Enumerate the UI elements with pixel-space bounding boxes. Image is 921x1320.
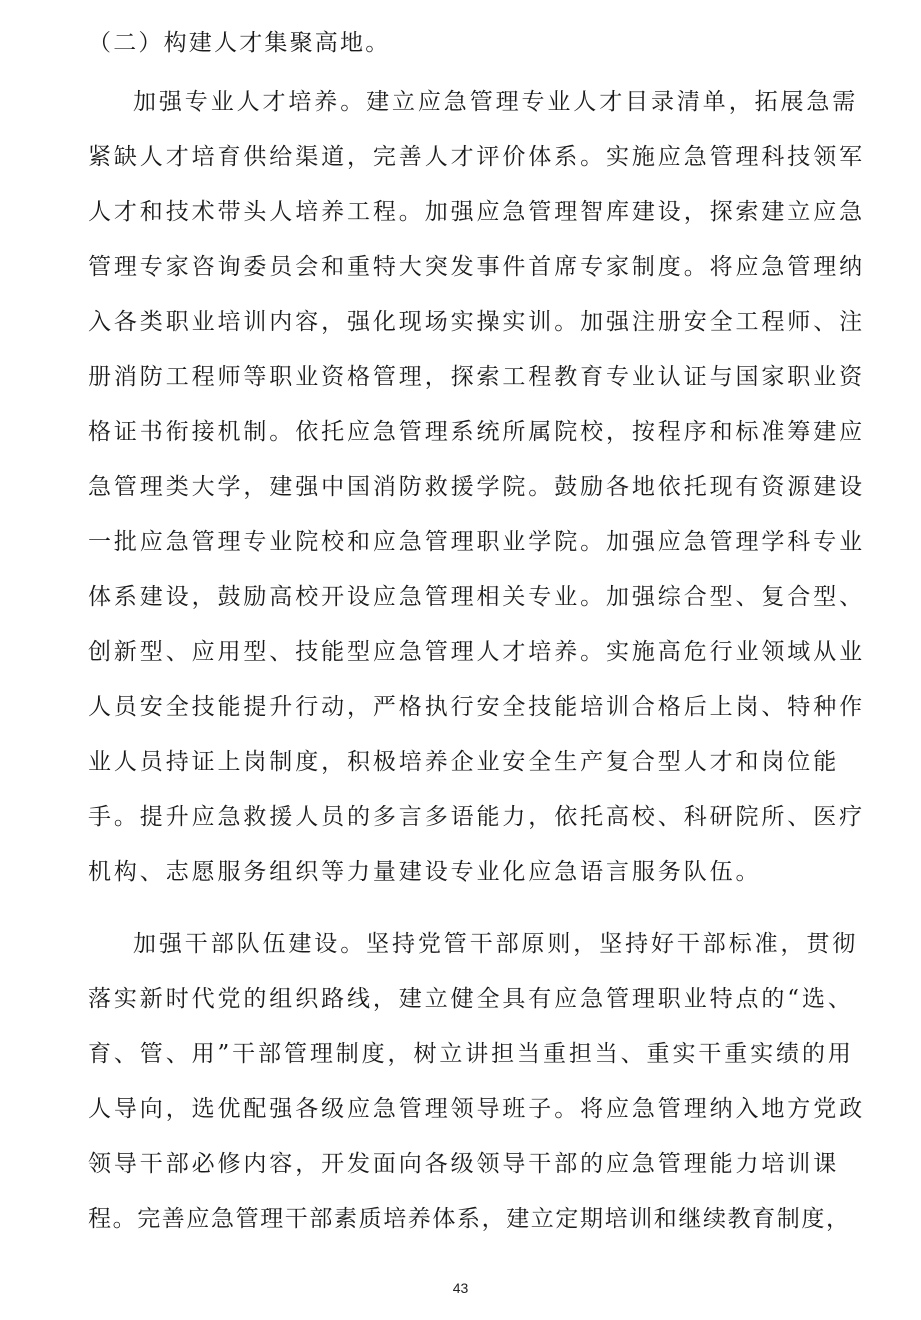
page-number: 43	[452, 1280, 469, 1296]
section-heading-text: （二）构建人才集聚高地。	[88, 30, 391, 56]
document-page: （二）构建人才集聚高地。 加强专业人才培养。建立应急管理专业人才目录清单，拓展急需 紧缺人才培育供给渠道，完善人才评价体系。实施应急管理科技领军 人才和技术带头人培养工程。加强应急管理智库建设，探索建立应急 管理专家咨询委员会和重特大突发事件首席专家制度。将应急管理纳 入各类职业培训内容，强化现场实操实训。加强注册安全工程师、注 册消防工程师等职业资格管理，探索工程教育专业认证与国家职业资 格证书衔接机制。依托应急管理系统所属院校，按程序和标准筹建应 急管理类大学，建强中国消防救援学院。鼓励各地依托现有资源建设 一批应急管理专业院校和应急管理职业学院。加强应急管理学科专业 体系建设，鼓励高校开设应急管理相关专业。加强综合型、复合型、 创新型、应用型、技能型应急管理人才培养。实施高危行业领域从业 人员安全技能提升行动，严格执行安全技能培训合格后上岗、特种作 业人员持证上岗制度，积极培养企业安全生产复合型人才和岗位能 手。提升应急救援人员的多言多语能力，依托高校、科研院所、医疗 机构、志愿服务组织等力量建设专业化应急语言服务队伍。 加强干部队伍建设。坚持党管干部原则，坚持好干部标准，贯彻 落实新时代党的组织路线，建立健全具有应急管理职业特点的“选、 育、管、用”干部管理制度，树立讲担当重担当、重实干重实绩的用 人导向，选优配强各级应急管理领导班子。将应急管理纳入地方党政 领导干部必修内容，开发面向各级领导干部的应急管理能力培训课 程。完善应急管理干部素质培养体系，建立定期培训和继续教育制度， 43	[0, 0, 921, 1320]
